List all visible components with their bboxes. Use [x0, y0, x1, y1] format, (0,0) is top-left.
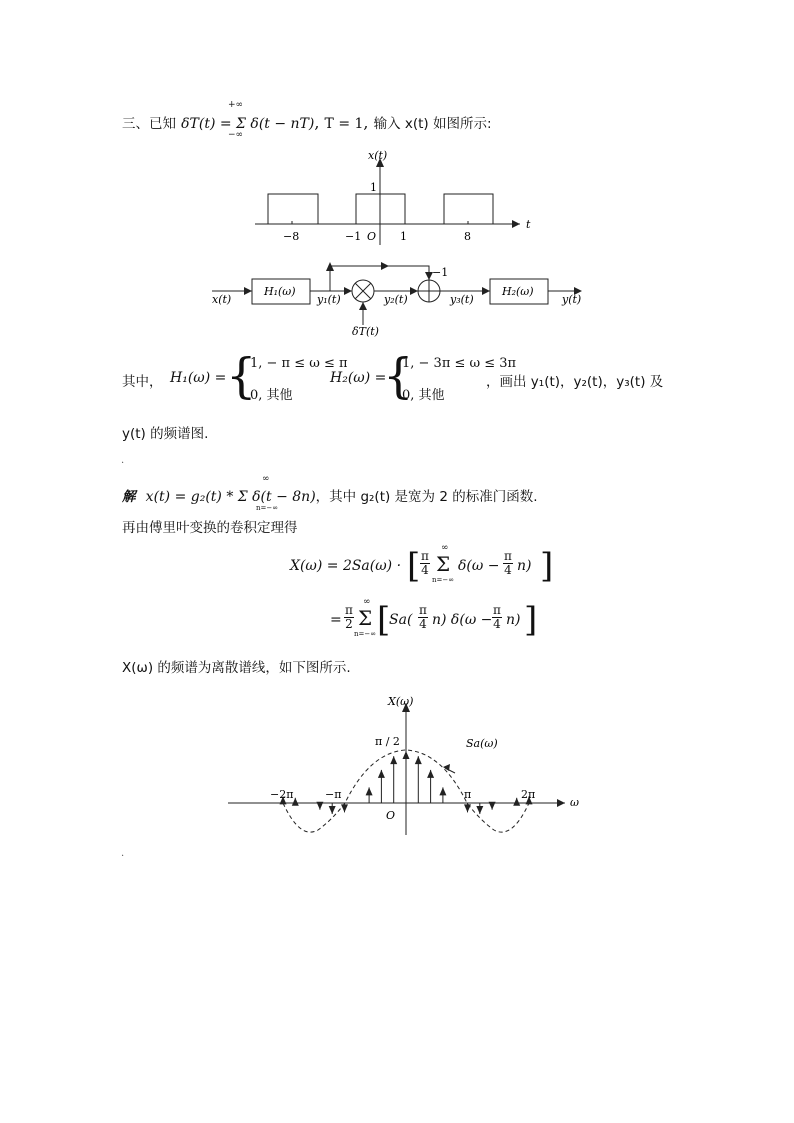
period-value: T = 1	[324, 116, 364, 132]
signal-y-label: x(t)	[368, 149, 388, 162]
spectral-arrowhead	[415, 756, 422, 764]
bd-h1: H₁(ω)	[264, 285, 296, 298]
spectral-arrowhead	[427, 770, 434, 778]
tick-label-1: 1	[400, 230, 407, 243]
h1-case-1: 1, − π ≤ ω ≤ π	[250, 356, 348, 371]
solution-line-1-text: ，其中 g₂(t) 是宽为 2 的标准门函数.	[315, 489, 538, 505]
spectral-arrowhead	[329, 806, 336, 814]
spectral-arrowhead	[513, 798, 520, 806]
signal-amp-label: 1	[370, 181, 377, 194]
h2-brace: {	[383, 348, 414, 404]
bd-output: y(t)	[562, 293, 582, 306]
eq2-end: n)	[506, 612, 521, 628]
spectral-arrowhead	[439, 787, 446, 795]
solution-x-def: x(t) = g₂(t) * Σ δ(t − 8n)	[145, 489, 316, 505]
eq1-body: δ(ω −	[458, 558, 500, 574]
bd-y1: y₁(t)	[317, 293, 341, 306]
eq2-inner-den-2: 4	[493, 617, 501, 631]
tick-label-minus8: −8	[283, 230, 300, 243]
spectrum-tick-minus2pi: −2π	[270, 788, 294, 801]
eq1-sigma: Σ	[436, 552, 451, 576]
eq1-sum-lower: n=−∞	[432, 576, 455, 584]
h1-brace: {	[226, 348, 257, 404]
eq1-frac-den: 4	[421, 563, 429, 577]
tick-label-8: 8	[464, 230, 471, 243]
problem-line-1: 三、已知 δT(t) = Σ δ(t − nT), T = 1, 输入 x(t) 如图所示:	[122, 113, 492, 132]
spectral-arrowhead	[366, 787, 373, 795]
eq2-frac	[344, 604, 354, 631]
eq2-inner-frac-1	[418, 604, 428, 631]
solution-line-2: 再由傅里叶变换的卷积定理得	[122, 520, 298, 536]
eq2-inner-den-1: 4	[419, 617, 427, 631]
spectrum-tick-origin: O	[386, 809, 396, 822]
spectral-arrowhead	[476, 806, 483, 814]
pulse-right	[444, 194, 493, 224]
eq2-sigma: Σ	[358, 606, 373, 630]
eq2-sa: Sa(	[389, 612, 413, 628]
pulse-left	[268, 194, 318, 224]
spectrum-x-label: ω	[570, 796, 579, 809]
bd-y3: y₃(t)	[450, 293, 474, 306]
feedforward-path	[330, 266, 429, 291]
solution-line-3	[122, 656, 351, 676]
eq2-bracket-open: [	[377, 600, 391, 640]
spectrum-tick-minuspi: −π	[325, 788, 342, 801]
line1-sum-lower: n=−∞	[256, 504, 279, 512]
spectral-arrowhead	[390, 756, 397, 764]
eq1-inner-frac	[503, 550, 513, 577]
eq2-frac-num: π	[345, 603, 353, 617]
eq1-lhs: X(ω) = 2Sa(ω) ·	[290, 558, 402, 574]
eq1-end: n)	[517, 558, 532, 574]
cases-line	[122, 370, 163, 390]
eq2-bracket-close: ]	[524, 600, 538, 640]
eq1-frac	[420, 550, 430, 577]
bd-h2: H₂(ω)	[502, 285, 534, 298]
solution-line-3-text: X(ω) 的频谱为离散谱线，如下图所示.	[122, 660, 351, 676]
spectral-arrowhead	[341, 804, 348, 812]
signal-x-label: t	[526, 218, 531, 231]
line-marker-2: .	[121, 848, 125, 859]
h2-case-2: 0, 其他	[402, 388, 445, 403]
h1-case-2: 0, 其他	[250, 388, 293, 403]
line-marker: .	[121, 455, 125, 466]
eq2-lead: =	[330, 612, 342, 628]
delta-sum-upper: +∞	[228, 100, 244, 110]
tick-label-origin: O	[367, 230, 377, 243]
signal-x-arrow	[512, 220, 520, 228]
eq2-mid: n) δ(ω −	[432, 612, 493, 628]
spectral-arrowhead	[464, 804, 471, 812]
spectrum-tick-2pi: 2π	[521, 788, 536, 801]
h2-case-1: 1, − 3π ≤ ω ≤ 3π	[402, 356, 517, 371]
eq1-bracket-close: ]	[540, 546, 554, 586]
eq2-inner-frac-2	[492, 604, 502, 631]
spectral-arrowhead	[378, 770, 385, 778]
eq2-frac-den: 2	[345, 617, 353, 631]
ask-tail: ，画出 y₁(t)，y₂(t)，y₃(t) 及	[486, 374, 664, 390]
intro-tail: 输入 x(t) 如图所示:	[373, 116, 492, 132]
problem-number: 三、	[122, 116, 149, 132]
spectrum-y-label: X(ω)	[388, 695, 414, 708]
spectral-arrowhead	[489, 802, 496, 810]
eq1-inner-den: 4	[504, 563, 512, 577]
solution-line-1	[122, 485, 538, 505]
cases-lead: 其中，	[122, 374, 163, 390]
h1-lhs: H₁(ω) =	[170, 370, 227, 386]
eq1-frac-num: π	[421, 549, 429, 563]
spectrum-tick-pi: π	[464, 788, 472, 801]
spectral-arrowhead	[316, 802, 323, 810]
tick-label-minus1: −1	[345, 230, 362, 243]
bd-delta: δT(t)	[352, 325, 379, 338]
eq2-sum-upper: ∞	[363, 597, 371, 607]
eq2-inner-num-2: π	[493, 603, 501, 617]
h2-lhs: H₂(ω) =	[330, 370, 387, 386]
line1-sum-upper: ∞	[262, 474, 270, 484]
intro-lead: 已知	[149, 116, 176, 132]
eq2-sum-lower: n=−∞	[354, 630, 377, 638]
bd-input: x(t)	[212, 293, 232, 306]
bd-y2: y₂(t)	[384, 293, 408, 306]
eq1-sum-upper: ∞	[441, 543, 449, 553]
eq1-bracket-open: [	[407, 546, 421, 586]
eq2-inner-num-1: π	[419, 603, 427, 617]
bd-minus-one: −1	[432, 266, 449, 279]
delta-definition: δT(t) = Σ δ(t − nT)	[181, 116, 315, 132]
spectral-arrowhead	[403, 751, 410, 759]
spectrum-curve-label: Sa(ω)	[466, 737, 498, 750]
solution-label: 解	[122, 489, 136, 505]
spectrum-peak-label: π / 2	[375, 735, 400, 748]
ask-line-2: y(t) 的频谱图.	[122, 426, 209, 442]
delta-sum-lower: −∞	[228, 130, 244, 140]
eq1-inner-num: π	[504, 549, 512, 563]
